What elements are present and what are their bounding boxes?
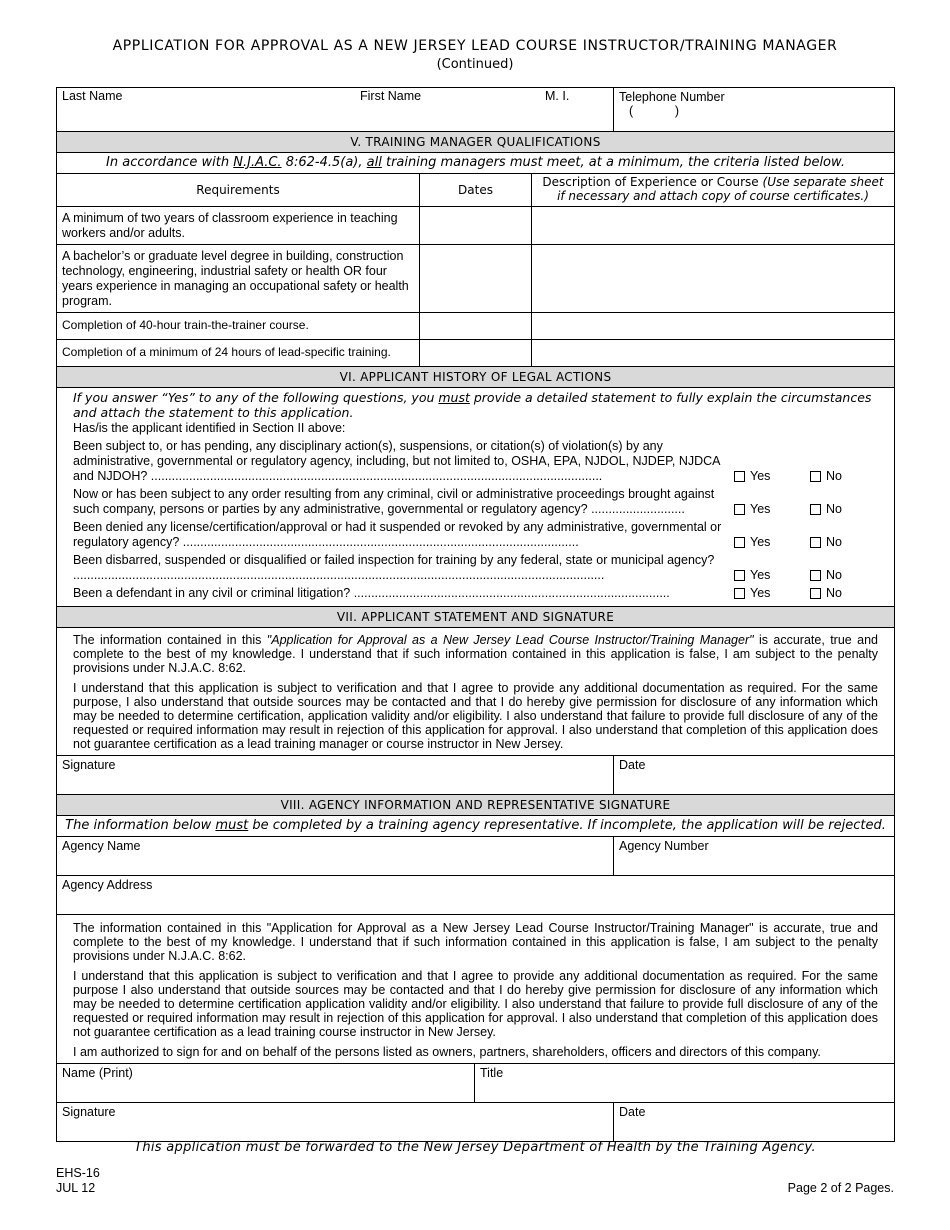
qualifications-header-row bbox=[57, 174, 894, 207]
description-column-header bbox=[532, 174, 894, 206]
has-is-label: Has/is the applicant identified in Section II above: bbox=[73, 421, 346, 435]
no-checkbox[interactable] bbox=[810, 471, 821, 482]
telephone-area-code: ( ) bbox=[629, 104, 679, 118]
intro-text: provide a detailed statement to fully explain the circumstances and attach the statement to this application. bbox=[73, 390, 872, 420]
question-text: Been subject to, or has pending, any disciplinary action(s), suspensions, or citation(s) of violation(s) by any administrative, governmental or regulatory agency, including, but not limited to, OSHA, EPA, NJDOL, NJDEP, NJDCA and NJDOH? .................................................................................................................................. bbox=[73, 439, 720, 483]
section-7-heading: VII. APPLICANT STATEMENT AND SIGNATURE bbox=[57, 607, 894, 628]
dates-input[interactable] bbox=[420, 245, 532, 312]
description-input[interactable] bbox=[532, 207, 894, 244]
applicant-name-field[interactable] bbox=[57, 88, 614, 131]
applicant-signature-row bbox=[57, 756, 894, 795]
yes-option[interactable] bbox=[728, 469, 808, 484]
form-number: EHS-16 bbox=[56, 1166, 100, 1180]
question-text: Been denied any license/certification/approval or had it suspended or revoked by any administrative, governmental or regulatory agency? .................................................................................................................. bbox=[73, 520, 722, 549]
dates-column-header: Dates bbox=[420, 174, 532, 206]
legal-history-block bbox=[57, 388, 894, 607]
forwarding-note: This application must be forwarded to the New Jersey Department of Health by the Training Agency. bbox=[134, 1140, 816, 1155]
no-label: No bbox=[826, 586, 842, 600]
section-5-note bbox=[57, 153, 894, 174]
intro-must: must bbox=[438, 390, 470, 405]
note-text: training managers must meet, at a minimum, the criteria listed below. bbox=[381, 155, 845, 170]
question-text: Now or has been subject to any order resulting from any criminal, civil or administrative proceedings brought against such company, persons or parties by any administrative, governmental or regulatory agency? ........................... bbox=[73, 487, 715, 516]
form-code bbox=[56, 1166, 100, 1196]
description-input[interactable] bbox=[532, 340, 894, 366]
yes-label: Yes bbox=[750, 535, 771, 549]
section-5-heading: V. TRAINING MANAGER QUALIFICATIONS bbox=[57, 132, 894, 153]
agency-statement bbox=[57, 915, 894, 1064]
dates-input[interactable] bbox=[420, 340, 532, 366]
form-revision-date: JUL 12 bbox=[56, 1181, 96, 1195]
yes-label: Yes bbox=[750, 502, 771, 516]
qualification-row bbox=[57, 340, 894, 367]
yes-checkbox[interactable] bbox=[734, 504, 745, 515]
page-number: Page 2 of 2 Pages. bbox=[787, 1181, 894, 1195]
representative-date-field[interactable]: Date bbox=[619, 1105, 646, 1119]
legal-question bbox=[73, 586, 878, 601]
statement-text: The information contained in this bbox=[73, 633, 267, 647]
note-text: be completed by a training agency representative. If incomplete, the application will be rejected. bbox=[248, 818, 886, 833]
description-header-text: Description of Experience or Course bbox=[542, 175, 759, 189]
statement-paragraph bbox=[73, 633, 878, 675]
note-njac: N.J.A.C. bbox=[233, 155, 282, 170]
no-option[interactable] bbox=[808, 586, 842, 601]
requirement-text: A bachelor’s or graduate level degree in building, construction technology, engineering, industrial safety or health OR four years experience in managing an occupational safety or health program. bbox=[57, 245, 420, 312]
telephone-label: Telephone Number bbox=[619, 90, 725, 104]
middle-initial-label: M. I. bbox=[545, 89, 570, 103]
description-input[interactable] bbox=[532, 313, 894, 339]
statement-paragraph: The information contained in this "Application for Approval as a New Jersey Lead Course Instructor/Training Manager" is accurate, true and complete to the best of my knowledge. I understand that if such information contained in this application is false, I am subject to the penalty provisions under N.J.A.C. 8:62. bbox=[73, 921, 878, 963]
qualification-row bbox=[57, 313, 894, 340]
legal-question bbox=[73, 553, 878, 583]
no-checkbox[interactable] bbox=[810, 504, 821, 515]
yes-no-group bbox=[728, 469, 878, 484]
title-field[interactable]: Title bbox=[480, 1066, 504, 1080]
yes-no-group bbox=[728, 568, 878, 583]
section-6-heading: VI. APPLICANT HISTORY OF LEGAL ACTIONS bbox=[57, 367, 894, 388]
legal-question bbox=[73, 520, 878, 550]
applicant-statement bbox=[57, 628, 894, 756]
legal-question bbox=[73, 439, 878, 484]
applicant-signature-field[interactable]: Signature bbox=[57, 756, 614, 794]
yes-label: Yes bbox=[750, 586, 771, 600]
yes-no-group bbox=[728, 502, 878, 517]
legal-question bbox=[73, 487, 878, 517]
yes-label: Yes bbox=[750, 469, 771, 483]
description-header-note: (Use separate sheet if necessary and attach copy of course certificates.) bbox=[557, 175, 884, 203]
no-option[interactable] bbox=[808, 568, 842, 583]
no-label: No bbox=[826, 535, 842, 549]
yes-checkbox[interactable] bbox=[734, 570, 745, 581]
note-text: The information below bbox=[65, 818, 216, 833]
section-8-note bbox=[57, 816, 894, 837]
note-text: In accordance with bbox=[106, 155, 234, 170]
telephone-field[interactable] bbox=[614, 88, 894, 131]
representative-name-row bbox=[57, 1064, 894, 1103]
representative-signature-field[interactable]: Signature bbox=[57, 1103, 614, 1141]
note-text: 8:62-4.5(a), bbox=[281, 155, 367, 170]
agency-address-field[interactable]: Agency Address bbox=[62, 878, 153, 892]
requirements-column-header: Requirements bbox=[57, 174, 420, 206]
last-name-label: Last Name bbox=[62, 89, 123, 103]
no-checkbox[interactable] bbox=[810, 537, 821, 548]
applicant-date-field[interactable]: Date bbox=[619, 758, 646, 772]
requirement-text: Completion of a minimum of 24 hours of lead-specific training. bbox=[57, 340, 420, 366]
form-title: APPLICATION FOR APPROVAL AS A NEW JERSEY LEAD COURSE INSTRUCTOR/TRAINING MANAGER bbox=[112, 38, 838, 54]
application-form bbox=[56, 87, 895, 1142]
yes-checkbox[interactable] bbox=[734, 537, 745, 548]
first-name-label: First Name bbox=[360, 89, 422, 103]
no-label: No bbox=[826, 568, 842, 582]
qualification-row bbox=[57, 207, 894, 245]
yes-option[interactable] bbox=[728, 568, 808, 583]
no-label: No bbox=[826, 469, 842, 483]
yes-option[interactable] bbox=[728, 586, 808, 601]
yes-no-group bbox=[728, 535, 878, 550]
intro-text: If you answer “Yes” to any of the following questions, you bbox=[73, 390, 439, 405]
agency-row bbox=[57, 837, 894, 876]
dates-input[interactable] bbox=[420, 207, 532, 244]
yes-no-group bbox=[728, 586, 878, 601]
yes-label: Yes bbox=[750, 568, 771, 582]
applicant-name-row bbox=[57, 88, 894, 132]
section-8-heading: VIII. AGENCY INFORMATION AND REPRESENTATIVE SIGNATURE bbox=[57, 795, 894, 816]
no-checkbox[interactable] bbox=[810, 588, 821, 599]
legal-intro bbox=[73, 390, 878, 420]
note-all: all bbox=[366, 155, 382, 170]
name-print-field[interactable]: Name (Print) bbox=[57, 1064, 475, 1102]
agency-number-field[interactable]: Agency Number bbox=[619, 839, 709, 853]
representative-signature-row bbox=[57, 1103, 894, 1141]
yes-option[interactable] bbox=[728, 535, 808, 550]
yes-checkbox[interactable] bbox=[734, 588, 745, 599]
yes-option[interactable] bbox=[728, 502, 808, 517]
description-input[interactable] bbox=[532, 245, 894, 312]
yes-checkbox[interactable] bbox=[734, 471, 745, 482]
note-must: must bbox=[215, 818, 249, 833]
statement-paragraph: I understand that this application is subject to verification and that I agree to provide any additional documentation as required. For the same purpose I also understand that outside sources may be contacted and that I do hereby give permission for disclosure of any information which may be needed to determine certification application validity and/or eligibility. I also understand that failure to provide full disclosure of any of the requested or required information may result in rejection of this application for approval. I also understand that completion of this application does not guarantee certification as a lead training course instructor in New Jersey. bbox=[73, 969, 878, 1039]
statement-application-title: "Application for Approval as a New Jersey Lead Course Instructor/Training Manager" bbox=[266, 633, 754, 647]
no-option[interactable] bbox=[808, 535, 842, 550]
qualification-row bbox=[57, 245, 894, 313]
no-label: No bbox=[826, 502, 842, 516]
dates-input[interactable] bbox=[420, 313, 532, 339]
statement-paragraph: I understand that this application is subject to verification and that I agree to provide any additional documentation as required. For the same purpose, I also understand that outside sources may be contacted and that I do hereby give permission for disclosure of any information which may be needed to determine certification, application validity and/or eligibility. I also understand that failure to provide full disclosure of any of the requested or required information may result in rejection of this application for approval. I also understand that completion of this application does not guarantee certification as a lead training manager or course instructor in New Jersey. bbox=[73, 681, 878, 751]
question-text: Been disbarred, suspended or disqualified or failed inspection for training by any federal, state or municipal agency? ......................................................................................................................................................... bbox=[73, 553, 715, 582]
requirement-text: A minimum of two years of classroom experience in teaching workers and/or adults. bbox=[57, 207, 420, 244]
no-option[interactable] bbox=[808, 502, 842, 517]
statement-paragraph: I am authorized to sign for and on behalf of the persons listed as owners, partners, shareholders, officers and directors of this company. bbox=[73, 1045, 821, 1059]
question-text: Been a defendant in any civil or criminal litigation? ........................................................................................... bbox=[73, 586, 670, 600]
agency-name-field[interactable]: Agency Name bbox=[57, 837, 614, 875]
requirement-text: Completion of 40-hour train-the-trainer course. bbox=[57, 313, 420, 339]
statement-text: is accurate, true and complete to the best of my knowledge. I understand that if such information contained in this application is false, I am subject to the penalty provisions under N.J.A.C. 8:62. bbox=[73, 633, 879, 675]
no-checkbox[interactable] bbox=[810, 570, 821, 581]
form-subtitle: (Continued) bbox=[436, 57, 514, 72]
agency-address-row bbox=[57, 876, 894, 915]
no-option[interactable] bbox=[808, 469, 842, 484]
